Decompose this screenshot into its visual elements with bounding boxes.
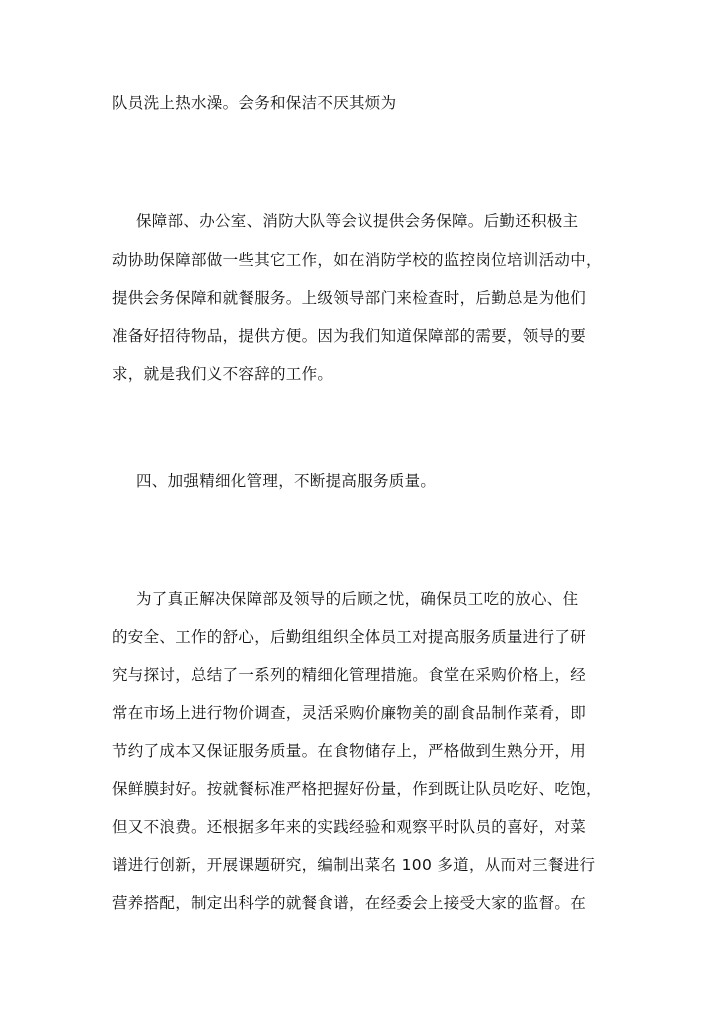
text-line: 究与探讨，总结了一系列的精细化管理措施。食堂在采购价格上，经 bbox=[112, 666, 587, 684]
text-line: 节约了成本又保证服务质量。在食物储存上，严格做到生熟分开，用 bbox=[112, 742, 587, 760]
text-line: 营养搭配，制定出科学的就餐食谱，在经委会上接受大家的监督。在 bbox=[112, 894, 587, 912]
text-line: 保障部、办公室、消防大队等会议提供会务保障。后勤还积极主 bbox=[136, 212, 579, 230]
text-line: 动协助保障部做一些其它工作，如在消防学校的监控岗位培训活动中， bbox=[112, 251, 602, 269]
section-heading: 四、加强精细化管理，不断提高服务质量。 bbox=[136, 472, 437, 490]
text-line: 常在市场上进行物价调查，灵活采购价廉物美的副食品制作菜肴，即 bbox=[112, 704, 587, 722]
text-line: 但又不浪费。还根据多年来的实践经验和观察平时队员的喜好，对菜 bbox=[112, 818, 587, 836]
text-line: 提供会务保障和就餐服务。上级领导部门来检查时，后勤总是为他们 bbox=[112, 289, 587, 307]
text-line: 准备好招待物品，提供方便。因为我们知道保障部的需要，领导的要 bbox=[112, 327, 587, 345]
text-line: 为了真正解决保障部及领导的后顾之忧，确保员工吃的放心、住 bbox=[136, 590, 579, 608]
text-line: 谱进行创新，开展课题研究，编制出菜名 100 多道，从而对三餐进行 bbox=[112, 856, 596, 874]
text-line: 求，就是我们义不容辞的工作。 bbox=[112, 365, 334, 383]
text-line: 的安全、工作的舒心，后勤组组织全体员工对提高服务质量进行了研 bbox=[112, 628, 587, 646]
text-line: 队员洗上热水澡。会务和保洁不厌其烦为 bbox=[112, 94, 397, 112]
text-line: 保鲜膜封好。按就餐标准严格把握好份量，作到既让队员吃好、吃饱， bbox=[112, 780, 602, 798]
